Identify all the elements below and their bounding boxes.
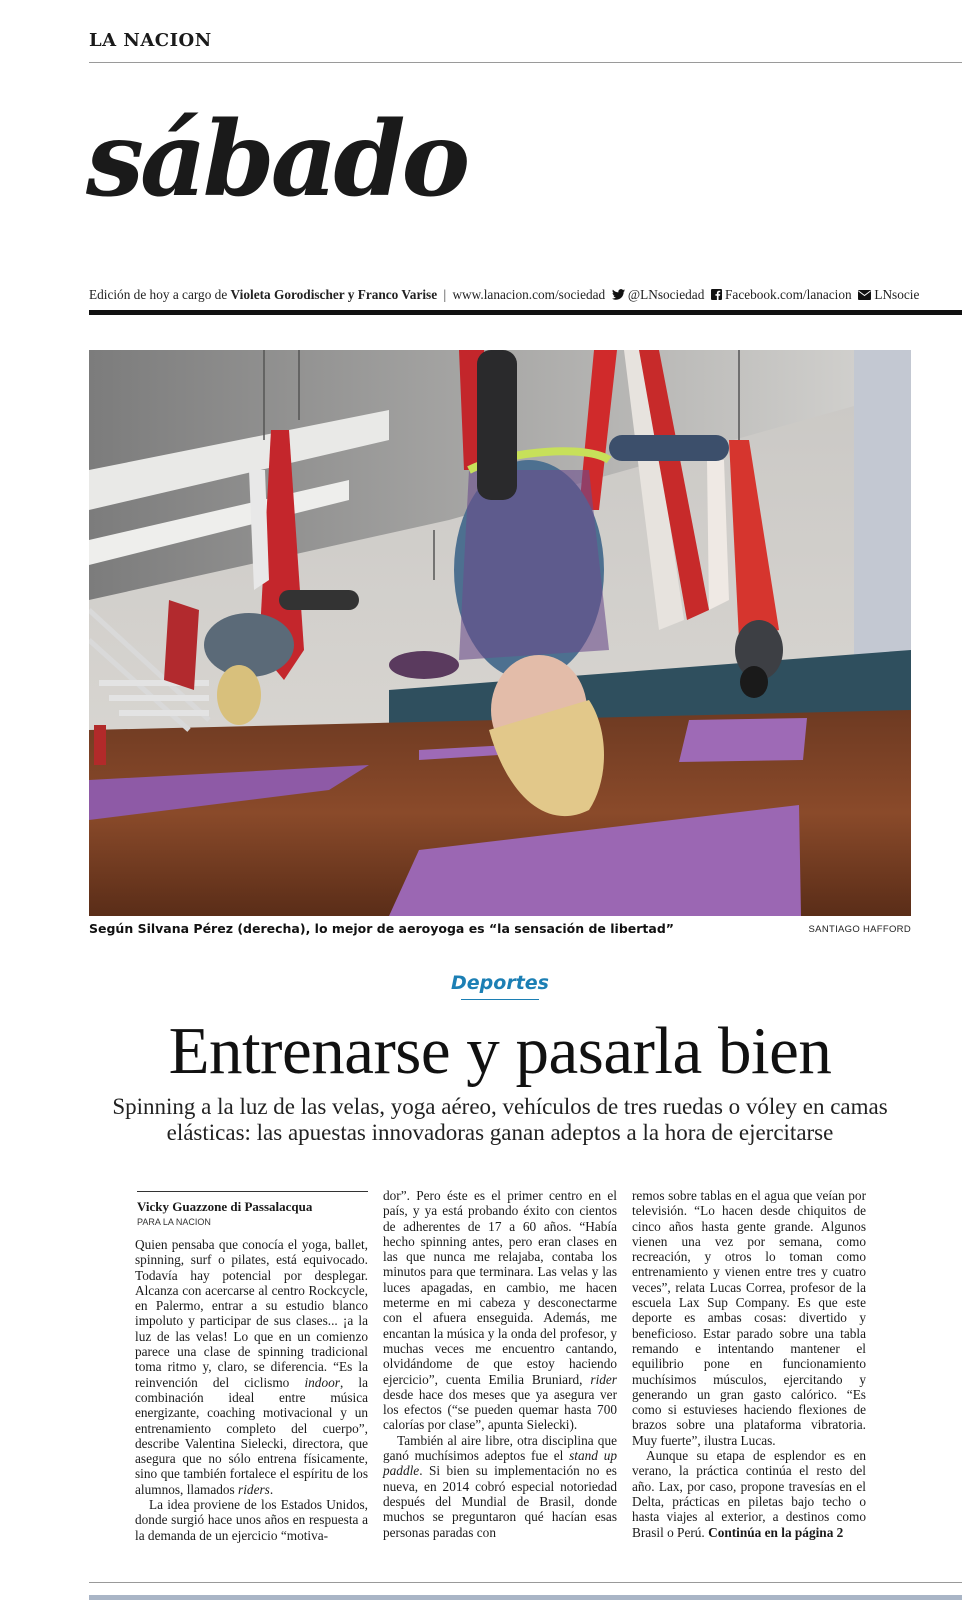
mail-icon [858, 290, 871, 300]
article-deck: Spinning a la luz de las velas, yoga aéreo, vehículos de tres ruedas o vóley en camas elásticas: las apuestas innovadoras ganan adeptos a la hora de ejercitarse [112, 1094, 888, 1145]
twitter-icon [612, 289, 625, 300]
paragraph: Aunque su etapa de esplendor es en verano, la práctica continúa el resto del año. Lax, por caso, propone travesías en el Delta, prácticas en piletas bajo techo o hasta viajes al exterior, a destinos como Brasil o Perú. Continúa en la página 2 [632, 1448, 866, 1540]
bottom-divider [89, 1582, 962, 1583]
continuation-link[interactable]: Continúa en la página 2 [708, 1524, 844, 1540]
top-divider [89, 62, 962, 63]
author-affiliation: PARA LA NACION [137, 1217, 211, 1227]
credits-editors: Violeta Gorodischer y Franco Varise [230, 287, 438, 302]
photo-credit: SANTIAGO HAFFORD [808, 924, 911, 935]
byline-divider [137, 1191, 368, 1192]
article-column-2 [383, 1188, 617, 1540]
facebook-icon [711, 289, 722, 300]
newspaper-name: LA NACION [89, 30, 212, 51]
article-headline: Entrenarse y pasarla bien [168, 1014, 832, 1088]
credits-prefix: Edición de hoy a cargo de [89, 287, 231, 302]
photo-caption: Según Silvana Pérez (derecha), lo mejor de aeroyoga es “la sensación de libertad” [89, 921, 674, 936]
bottom-band [89, 1595, 962, 1600]
email-link[interactable]: LNsocie [874, 287, 920, 302]
credits-separator: | [443, 287, 447, 302]
twitter-handle[interactable]: @LNsociedad [627, 287, 705, 302]
section-kicker: Deportes [451, 972, 549, 994]
section-title: sábado [86, 99, 467, 220]
article-column-1 [135, 1237, 368, 1543]
facebook-link[interactable]: Facebook.com/lanacion [725, 287, 852, 302]
edition-credits [89, 287, 962, 303]
credits-divider [89, 310, 962, 315]
paragraph: La idea proviene de los Estados Unidos, donde surgió hace unos años en respuesta a la demanda de un ejercicio “motiva- [135, 1497, 368, 1543]
author-byline: Vicky Guazzone di Passalacqua [137, 1199, 313, 1214]
paragraph: Quien pensaba que conocía el yoga, ballet, spinning, surf o pilates, está equivocado. Todavía hay potencial por desplegar. Alcanza con acercarse al centro Rockcycle, en Palermo, entrar a su estudio blanco impoluto y participar de sus clases... ¡a la luz de las velas! Lo que en un comienzo parece una clase de spinning tradicional toma ritmo y, claro, se diferencia. “Es la reinvención del ciclismo indoor, la combinación ideal entre música energizante, coaching motivacional y un entrenamiento completo del cuerpo”, describe Valentina Sielecki, directora, que asegura que no sólo entrena físicamente, sino que también fortalece el espíritu de los alumnos, llamados riders. [135, 1237, 368, 1497]
article-column-3 [632, 1188, 866, 1540]
kicker-underline [461, 999, 539, 1000]
aerial-yoga-photo [89, 350, 911, 916]
paragraph: dor”. Pero éste es el primer centro en el país, y ya está probando éxito con cientos de adherentes de 17 a 60 años. “Había hecho spinning antes, pero eran clases en las que nunca me relajaba, contaba los minutos para que terminara. Las velas y las luces apagadas, en cambio, me hacen meterme en mi cabeza y desconectarme con el afuera enseguida. Además, me encantan la música y la onda del profesor, y muchas veces me encuentro cantando, olvidándome de que estoy haciendo ejercicio”, cuenta Emilia Bruniard, rider desde hace dos meses que ya asegura ver los efectos (“se pueden quemar hasta 700 calorías por clase”, apunta Sielecki). [383, 1188, 617, 1433]
website-link[interactable]: www.lanacion.com/sociedad [452, 287, 606, 302]
paragraph: remos sobre tablas en el agua que veían por televisión. “Lo hacen desde chiquitos de cinco años hasta gente grande. Algunos vienen una vez por semana, como recreación, y otros lo toman como entrenamiento y vienen entre tres y cuatro veces”, relata Lucas Correa, profesor de la escuela Lax Sup Company. Es que este deporte es ambas cosas: divertido y beneficioso. Estar parado sobre una tabla remando e intentando mantener el equilibrio pone en funcionamiento muchísimos músculos, ejercitando y generando un gran gasto calórico. “Es como si estuvieses haciendo flexiones de brazos sobre una plataforma vibratoria. Muy fuerte”, ilustra Lucas. [632, 1188, 866, 1448]
paragraph: También al aire libre, otra disciplina que ganó muchísimos adeptos fue el stand up paddle. Si bien su implementación no es nueva, en 2014 cobró especial notoriedad después del Mundial de Brasil, donde muchos se preguntaron qué hacían esas personas paradas con [383, 1432, 617, 1540]
